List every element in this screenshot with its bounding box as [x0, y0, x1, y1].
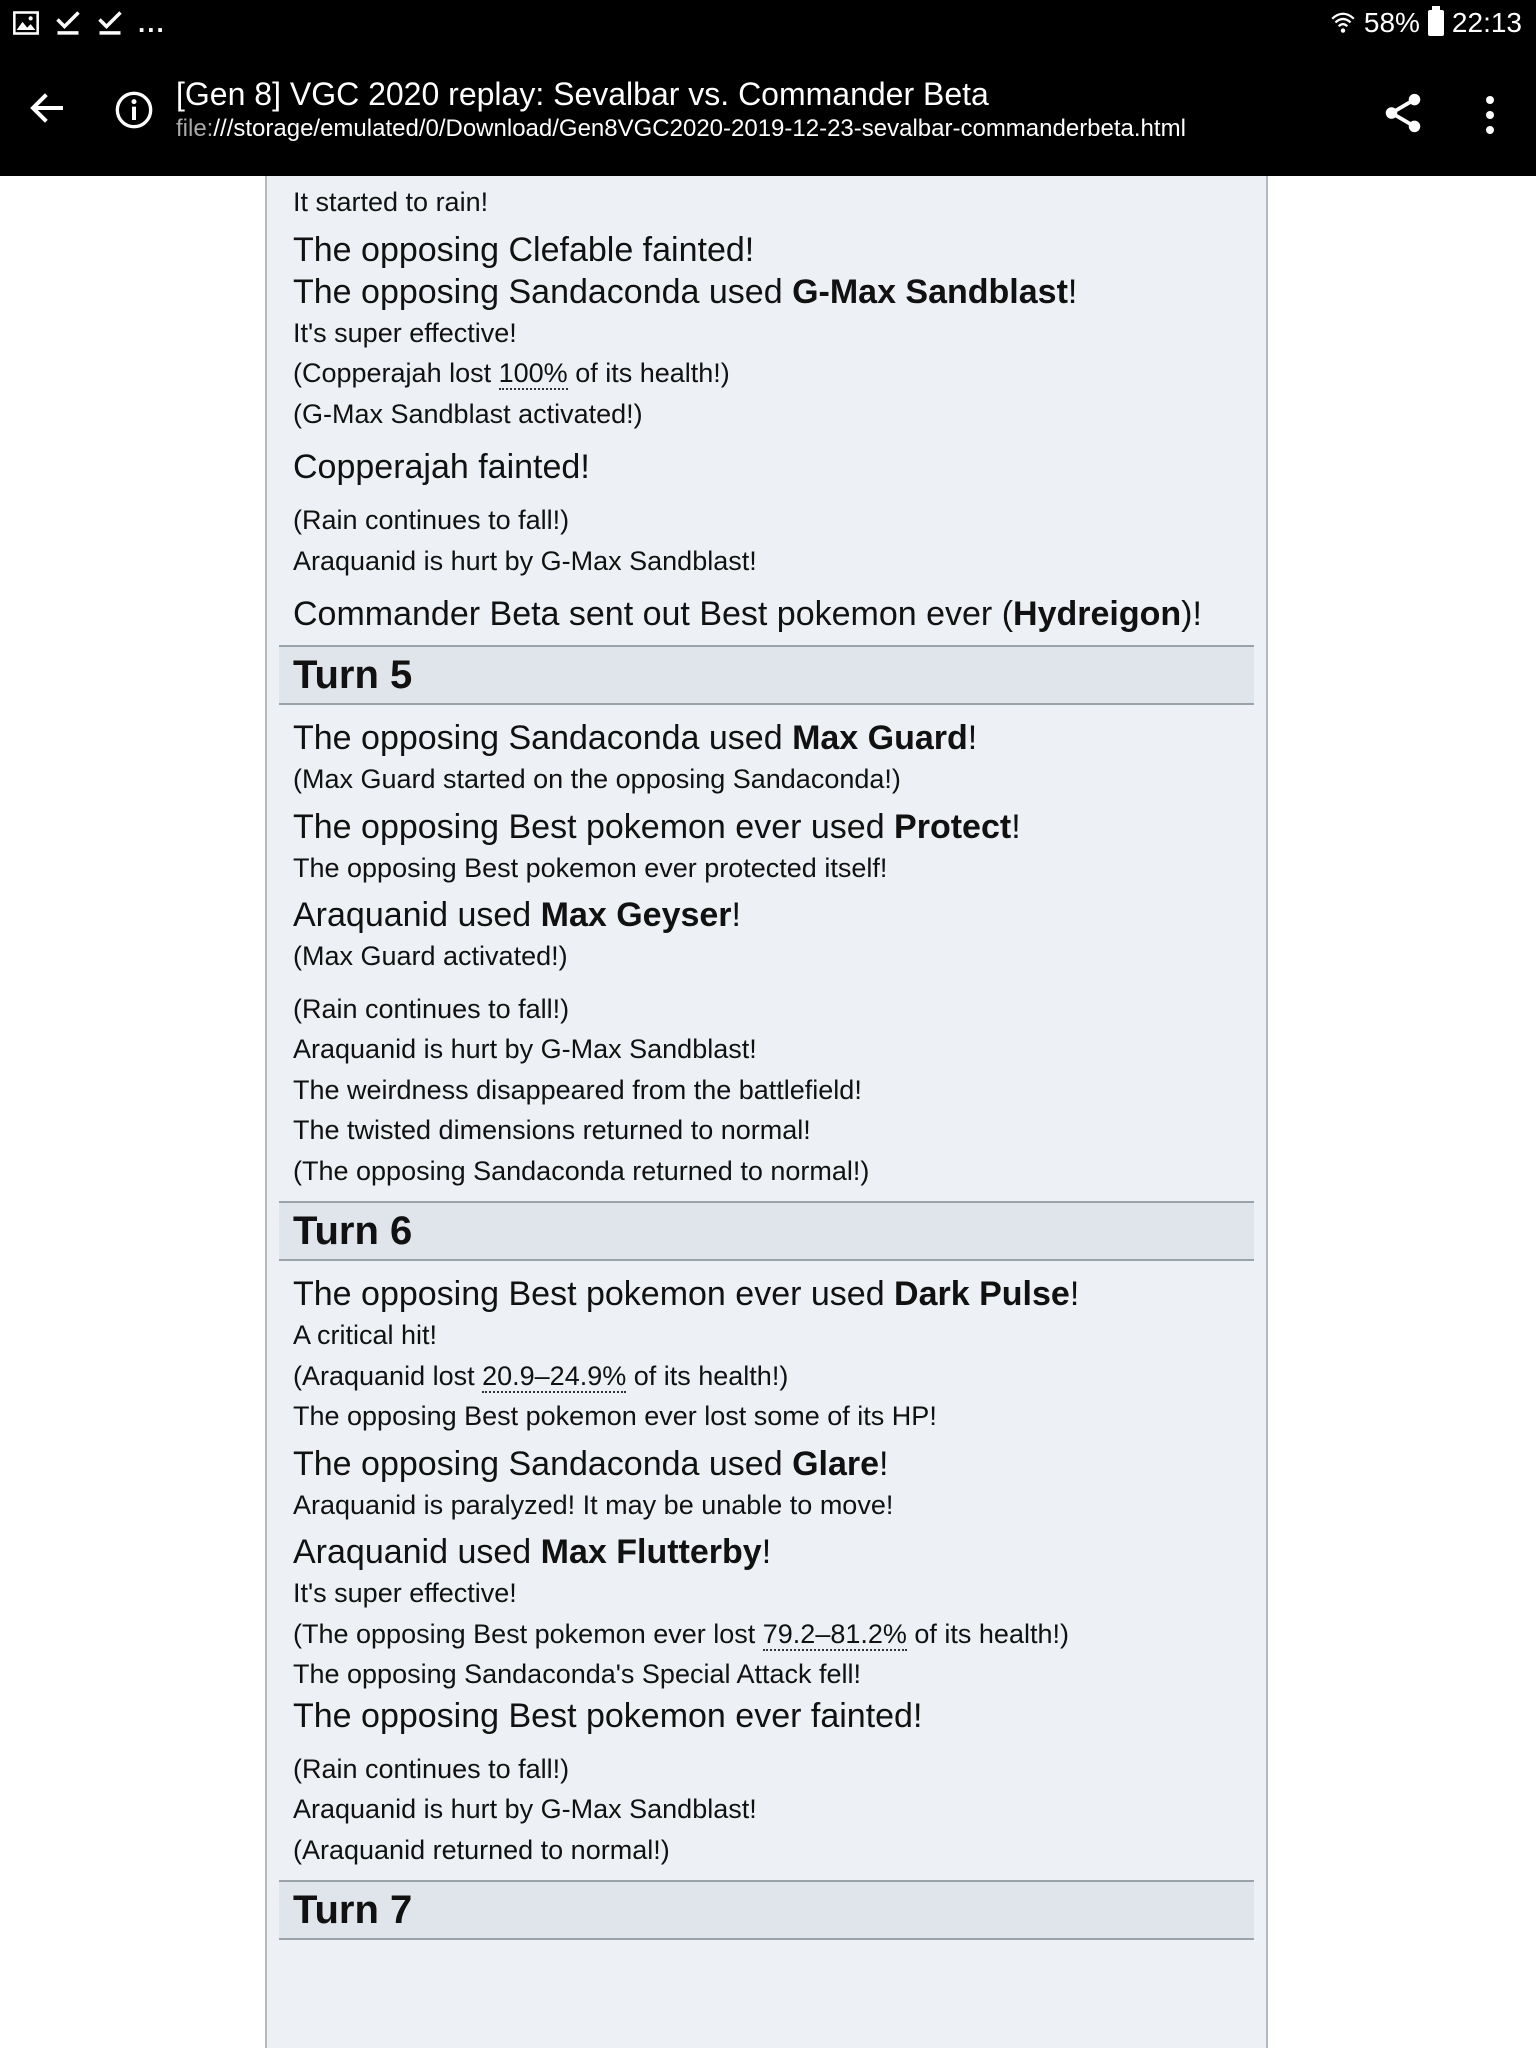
wifi-icon: [1330, 10, 1356, 36]
log-text: !: [731, 896, 741, 934]
move-name: Protect: [894, 807, 1012, 846]
log-line: (The opposing Sandaconda returned to normal!): [293, 1155, 870, 1186]
move-name: Max Geyser: [540, 896, 732, 934]
more-vert-icon: [1486, 96, 1494, 104]
move-name: Dark Pulse: [894, 1275, 1070, 1313]
log-line: (Rain continues to fall!): [293, 1753, 570, 1784]
share-button[interactable]: [1380, 90, 1426, 136]
pokemon-species: Hydreigon: [1013, 595, 1182, 633]
log-line: [279, 806, 1254, 848]
log-line: [279, 1356, 1254, 1397]
system-status: [1330, 6, 1522, 40]
more-notifications: ...: [138, 8, 166, 38]
log-text: The opposing Sandaconda used: [293, 1444, 793, 1483]
log-line: [279, 353, 1254, 394]
log-text: !: [1011, 807, 1021, 846]
log-line: The opposing Sandaconda's Special Attack fell!: [293, 1659, 862, 1689]
health-percent: 20.9–24.9%: [482, 1360, 627, 1391]
log-line: [279, 1531, 1254, 1573]
log-line: The twisted dimensions returned to normal!: [293, 1115, 811, 1145]
move-name: Glare: [792, 1444, 880, 1483]
log-text: of its health!): [906, 1618, 1069, 1649]
log-line: [279, 271, 1254, 313]
log-line: Araquanid is hurt by G-Max Sandblast!: [293, 545, 757, 576]
log-text: The opposing Sandaconda used: [293, 719, 793, 757]
log-line: The weirdness disappeared from the battlefield!: [293, 1074, 862, 1105]
move-name: Max Flutterby: [540, 1533, 762, 1571]
log-line: (Max Guard started on the opposing Sandaconda!): [293, 764, 901, 794]
turn-header: Turn 7: [279, 1880, 1254, 1940]
log-text: of its health!): [626, 1360, 789, 1391]
turn-header: Turn 5: [279, 645, 1254, 705]
log-text: Araquanid used: [293, 896, 541, 934]
log-text: !: [1067, 272, 1078, 311]
log-text: of its health!): [567, 358, 730, 388]
log-line: [279, 1273, 1254, 1315]
arrow-back-icon: [28, 88, 68, 128]
page-title: [Gen 8] VGC 2020 replay: Sevalbar vs. Commander Beta: [176, 76, 989, 112]
log-line: It's super effective!: [293, 1578, 517, 1608]
log-line: (Rain continues to fall!): [293, 993, 570, 1024]
log-line: (Araquanid returned to normal!): [293, 1834, 670, 1865]
log-line: Araquanid is paralyzed! It may be unable to move!: [293, 1489, 894, 1520]
log-line: Copperajah fainted!: [293, 448, 590, 486]
log-text: !: [761, 1533, 772, 1571]
url-path: ///storage/emulated/0/Download/Gen8VGC2020-2019-12-23-sevalbar-commanderbeta.html: [213, 115, 1186, 142]
log-line: [279, 593, 1254, 635]
battery-icon: [1428, 10, 1444, 36]
clock: 22:13: [1451, 7, 1522, 38]
log-line: It's super effective!: [293, 317, 517, 348]
log-line: [279, 1614, 1254, 1655]
log-line: A critical hit!: [293, 1320, 438, 1350]
log-text: The opposing Best pokemon ever used: [293, 1275, 895, 1313]
more-vert-icon: [1486, 126, 1494, 134]
log-line: It started to rain!: [293, 187, 489, 217]
log-line: [279, 894, 1254, 936]
battle-log[interactable]: [265, 176, 1268, 2048]
log-line: [279, 717, 1254, 759]
log-line: Araquanid is hurt by G-Max Sandblast!: [293, 1034, 757, 1064]
log-text: (Copperajah lost: [293, 358, 499, 388]
info-icon: [114, 90, 154, 130]
image-notification-icon: [12, 9, 40, 37]
page-info-button[interactable]: [114, 90, 154, 130]
log-text: !: [1069, 1275, 1080, 1313]
turn-header: Turn 6: [279, 1201, 1254, 1261]
log-text: The opposing Sandaconda used: [293, 272, 793, 311]
log-line: (Max Guard activated!): [293, 941, 568, 971]
log-line: The opposing Best pokemon ever protected itself!: [293, 852, 888, 883]
log-text: The opposing Best pokemon ever used: [293, 807, 895, 846]
log-line: Araquanid is hurt by G-Max Sandblast!: [293, 1794, 757, 1824]
health-percent: 79.2–81.2%: [762, 1618, 907, 1649]
log-line: The opposing Best pokemon ever fainted!: [293, 1696, 923, 1735]
log-text: Araquanid used: [293, 1533, 541, 1571]
log-line: [279, 1443, 1254, 1485]
more-vert-icon: [1486, 111, 1494, 119]
log-text: Commander Beta sent out Best pokemon ever (: [293, 595, 1014, 633]
back-button[interactable]: [22, 82, 74, 134]
download-complete-icon: [54, 9, 82, 37]
url-scheme: file:: [176, 115, 214, 142]
share-icon: [1380, 90, 1426, 136]
log-text: (The opposing Best pokemon ever lost: [293, 1618, 763, 1649]
log-line: The opposing Clefable fainted!: [293, 230, 755, 269]
health-percent: 100%: [498, 358, 568, 388]
log-text: (Araquanid lost: [293, 1360, 483, 1391]
log-text: )!: [1181, 595, 1202, 633]
log-text: !: [967, 719, 978, 757]
move-name: G-Max Sandblast: [792, 272, 1068, 311]
page-url: [176, 114, 1356, 144]
battery-percent: 58%: [1363, 7, 1420, 38]
log-line: The opposing Best pokemon ever lost some of its HP!: [293, 1401, 937, 1431]
log-line: (G-Max Sandblast activated!): [293, 398, 643, 429]
overflow-menu-button[interactable]: [1470, 92, 1510, 138]
download-complete-icon: [96, 9, 124, 37]
browser-toolbar: [0, 46, 1536, 176]
address-area[interactable]: [176, 74, 1356, 144]
notification-icons: [12, 8, 166, 38]
status-bar: [0, 0, 1536, 46]
log-line: (Rain continues to fall!): [293, 505, 570, 535]
log-text: !: [879, 1444, 889, 1483]
move-name: Max Guard: [792, 719, 968, 757]
